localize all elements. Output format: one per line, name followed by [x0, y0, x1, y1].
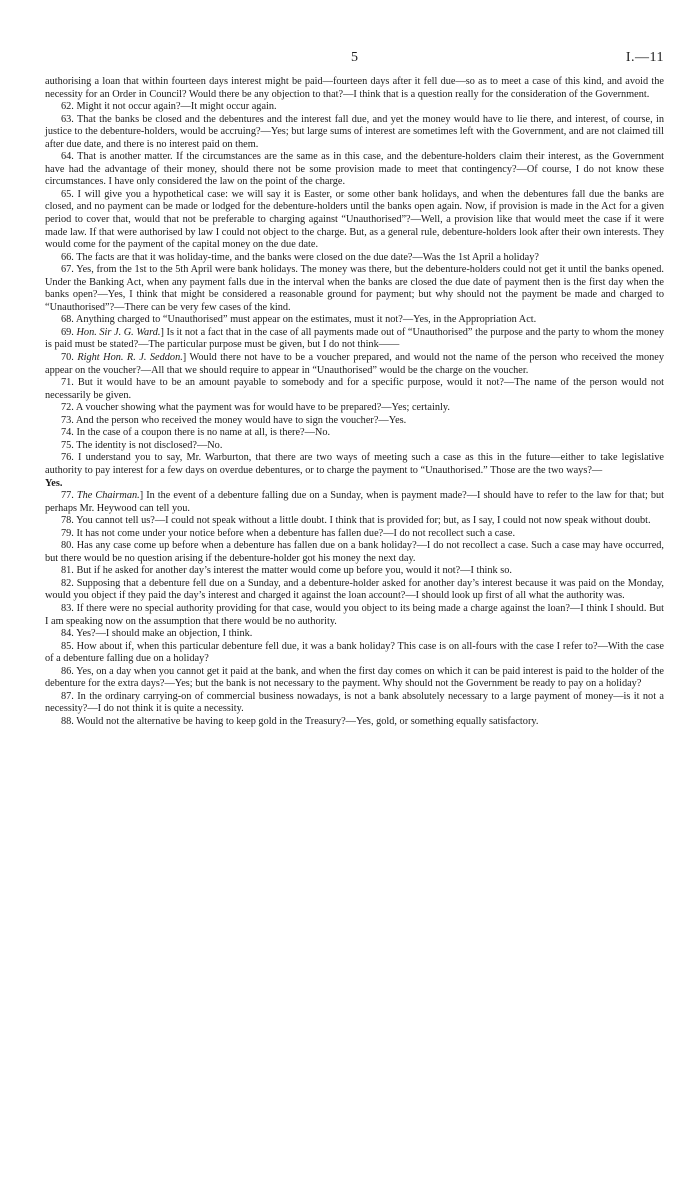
paragraph-72: 72. A voucher showing what the payment was for would have to be prepared?—Yes; certainly. [61, 402, 450, 414]
paragraph-71: 71. But it would have to be an amount payable to somebody and for a specific purpose, would it not?—The name of the person would not necessarily be given. [45, 377, 664, 401]
paragraph-70 [45, 352, 664, 377]
paragraph-75: 75. The identity is not disclosed?—No. [61, 439, 223, 451]
paragraph-74: 74. In the case of a coupon there is no name at all, is there?—No. [61, 427, 331, 439]
paragraph-number: 70. [61, 352, 74, 364]
speaker-name: Right Hon. R. J. Seddon. [77, 352, 183, 364]
paragraph-77 [45, 490, 664, 515]
paragraph-number: 69. [61, 326, 74, 338]
document-reference: I.—11 [625, 50, 664, 65]
paragraph-63: 63. That the banks be closed and the debentures and the interest fall due, and yet the money would have to lie there, and interest, of course, in justice to the debenture-holders, would be accruing?—Yes; but large sums of interest are sometimes left with the Government, and are not claimed till after due date, and there is no interest paid on them. [45, 113, 664, 150]
paragraph-65: 65. I will give you a hypothetical case: we will say it is Easter, or some other bank holidays, and when the debentures fall due the banks are closed, and no payment can be made or lodged for the debenture-holders until the banks open again. Now, if provision is made in the Act for a given period to cover that, would that not be preferable to charging against “Unauthorised”?—Well, a provision like that would meet the case if it were made law. If that were authorised by law I could not object to the charge. But, as a general rule, debenture-holders look after their own interests. They would come for the payment of the capital money on the due date. [45, 188, 664, 251]
paragraph-80: 80. Has any case come up before when a debenture has fallen due on a bank holiday?—I do not recollect a case. Such a case may have occurred, but there would be no question arising if the debenture-holder got his money the next day. [45, 540, 664, 564]
paragraph-85: 85. How about if, when this particular debenture fell due, it was a bank holiday? This case is on all-fours with the case I refer to?—With the case of a debenture falling due on a holiday? [45, 640, 664, 665]
paragraph-66: 66. The facts are that it was holiday-time, and the banks were closed on the due date?—Was the 1st April a holiday? [61, 251, 539, 263]
paragraph-86: 86. Yes, on a day when you cannot get it paid at the bank, and when the first day comes on which it can be paid interest is paid to the holder of the debenture for the extra days?—Yes; but the bank is not necessary to the payment. Why should not the Government be ready to pay on a holiday? [45, 665, 664, 690]
page-header [45, 50, 664, 76]
paragraph-78: 78. You cannot tell us?—I could not speak without a little doubt. I think that is provided for; but, as I say, I could not now speak without doubt. [61, 515, 651, 527]
paragraph-83: 83. If there were no special authority providing for that case, would you object to its being made a charge against the loan?—I think I should. But I am speaking now on the assumption that there would be no authority. [45, 602, 664, 627]
speaker-name: Hon. Sir J. G. Ward. [76, 326, 161, 338]
paragraph-76-answer: Yes. [45, 477, 63, 489]
paragraph-88: 88. Would not the alternative be having to keep gold in the Treasury?—Yes, gold, or something equally satisfactory. [61, 715, 539, 727]
paragraph-text: ] Is it not a fact that in the case of all payments made out of “Unauthorised” the purpose and the party to whom the money is paid must be stated?—The particular purpose must be given, but I do not think—— [45, 326, 665, 351]
paragraph-text: ] In the event of a debenture falling due on a Sunday, when is payment made?—I should have to refer to the law for that; but perhaps Mr. Heywood can tell you. [45, 490, 664, 514]
paragraph-text: ] Would there not have to be a voucher prepared, and would not the name of the person who received the money appear on the voucher?—All that we should require to appear in “Unauthorised” would be the charge on the voucher. [45, 352, 664, 376]
paragraph-87: 87. In the ordinary carrying-on of commercial business nowadays, is not a bank absolutely necessary to a large payment of money—is it not a necessity?—I do not think it is quite a necessity. [45, 690, 664, 715]
document-body [45, 76, 664, 728]
paragraph-number: 77. [61, 490, 74, 502]
page-number: 5 [351, 50, 358, 65]
speaker-name: The Chairman. [76, 490, 140, 502]
paragraph-81: 81. But if he asked for another day’s interest the matter would come up before you, would it not?—I think so. [61, 565, 512, 577]
paragraph-73: 73. And the person who received the money would have to sign the voucher?—Yes. [61, 414, 407, 426]
paragraph-82: 82. Supposing that a debenture fell due on a Sunday, and a debenture-holder asked for another day’s interest because it was paid on the Monday, would you object if they paid the day’s interest and charged it against the loan account?—I should look up first of all what the authority was. [45, 577, 664, 602]
paragraph-64: 64. That is another matter. If the circumstances are the same as in this case, and the debenture-holders claim their interest, as the Government have had the advantage of their money, should there not be some provision made to meet that contingency?—Of course, I do not know these circumstances. I have only considered the law on the point of the charge. [45, 151, 664, 188]
paragraph-84: 84. Yes?—I should make an objection, I think. [61, 628, 253, 640]
paragraph-62: 62. Might it not occur again?—It might occur again. [61, 101, 277, 113]
paragraph-69 [45, 327, 664, 352]
paragraph-67: 67. Yes, from the 1st to the 5th April were bank holidays. The money was there, but the debenture-holders could not get it until the banks opened. Under the Banking Act, when any payment falls due in the interval when the banks are closed the due date of payment then is the first day when the banks open?—Yes, I think that might be considered a reasonable ground for payment; but why should not the payment be made and charged to “Unauthorised”?—There can be very few cases of the kind. [45, 264, 664, 313]
paragraph-79: 79. It has not come under your notice before when a debenture has fallen due?—I do not recollect such a case. [61, 527, 516, 539]
paragraph-76: 76. I understand you to say, Mr. Warburton, that there are two ways of meeting such a case as this in the future—either to take legislative authority to pay interest for a few days on overdue debentures, or to charge the payment to “Unauthorised.” Those are the two ways?— [45, 452, 664, 476]
paragraph-68: 68. Anything charged to “Unauthorised” must appear on the estimates, must it not?—Yes, in the Appropriation Act. [61, 314, 537, 326]
lead-paragraph: authorising a loan that within fourteen days interest might be paid—fourteen days after it fell due—so as to meet a case of this kind, and avoid the necessity for an Order in Council? Would there be any objection to that?—I think that is a question really for the consideration of the Government. [45, 76, 664, 100]
